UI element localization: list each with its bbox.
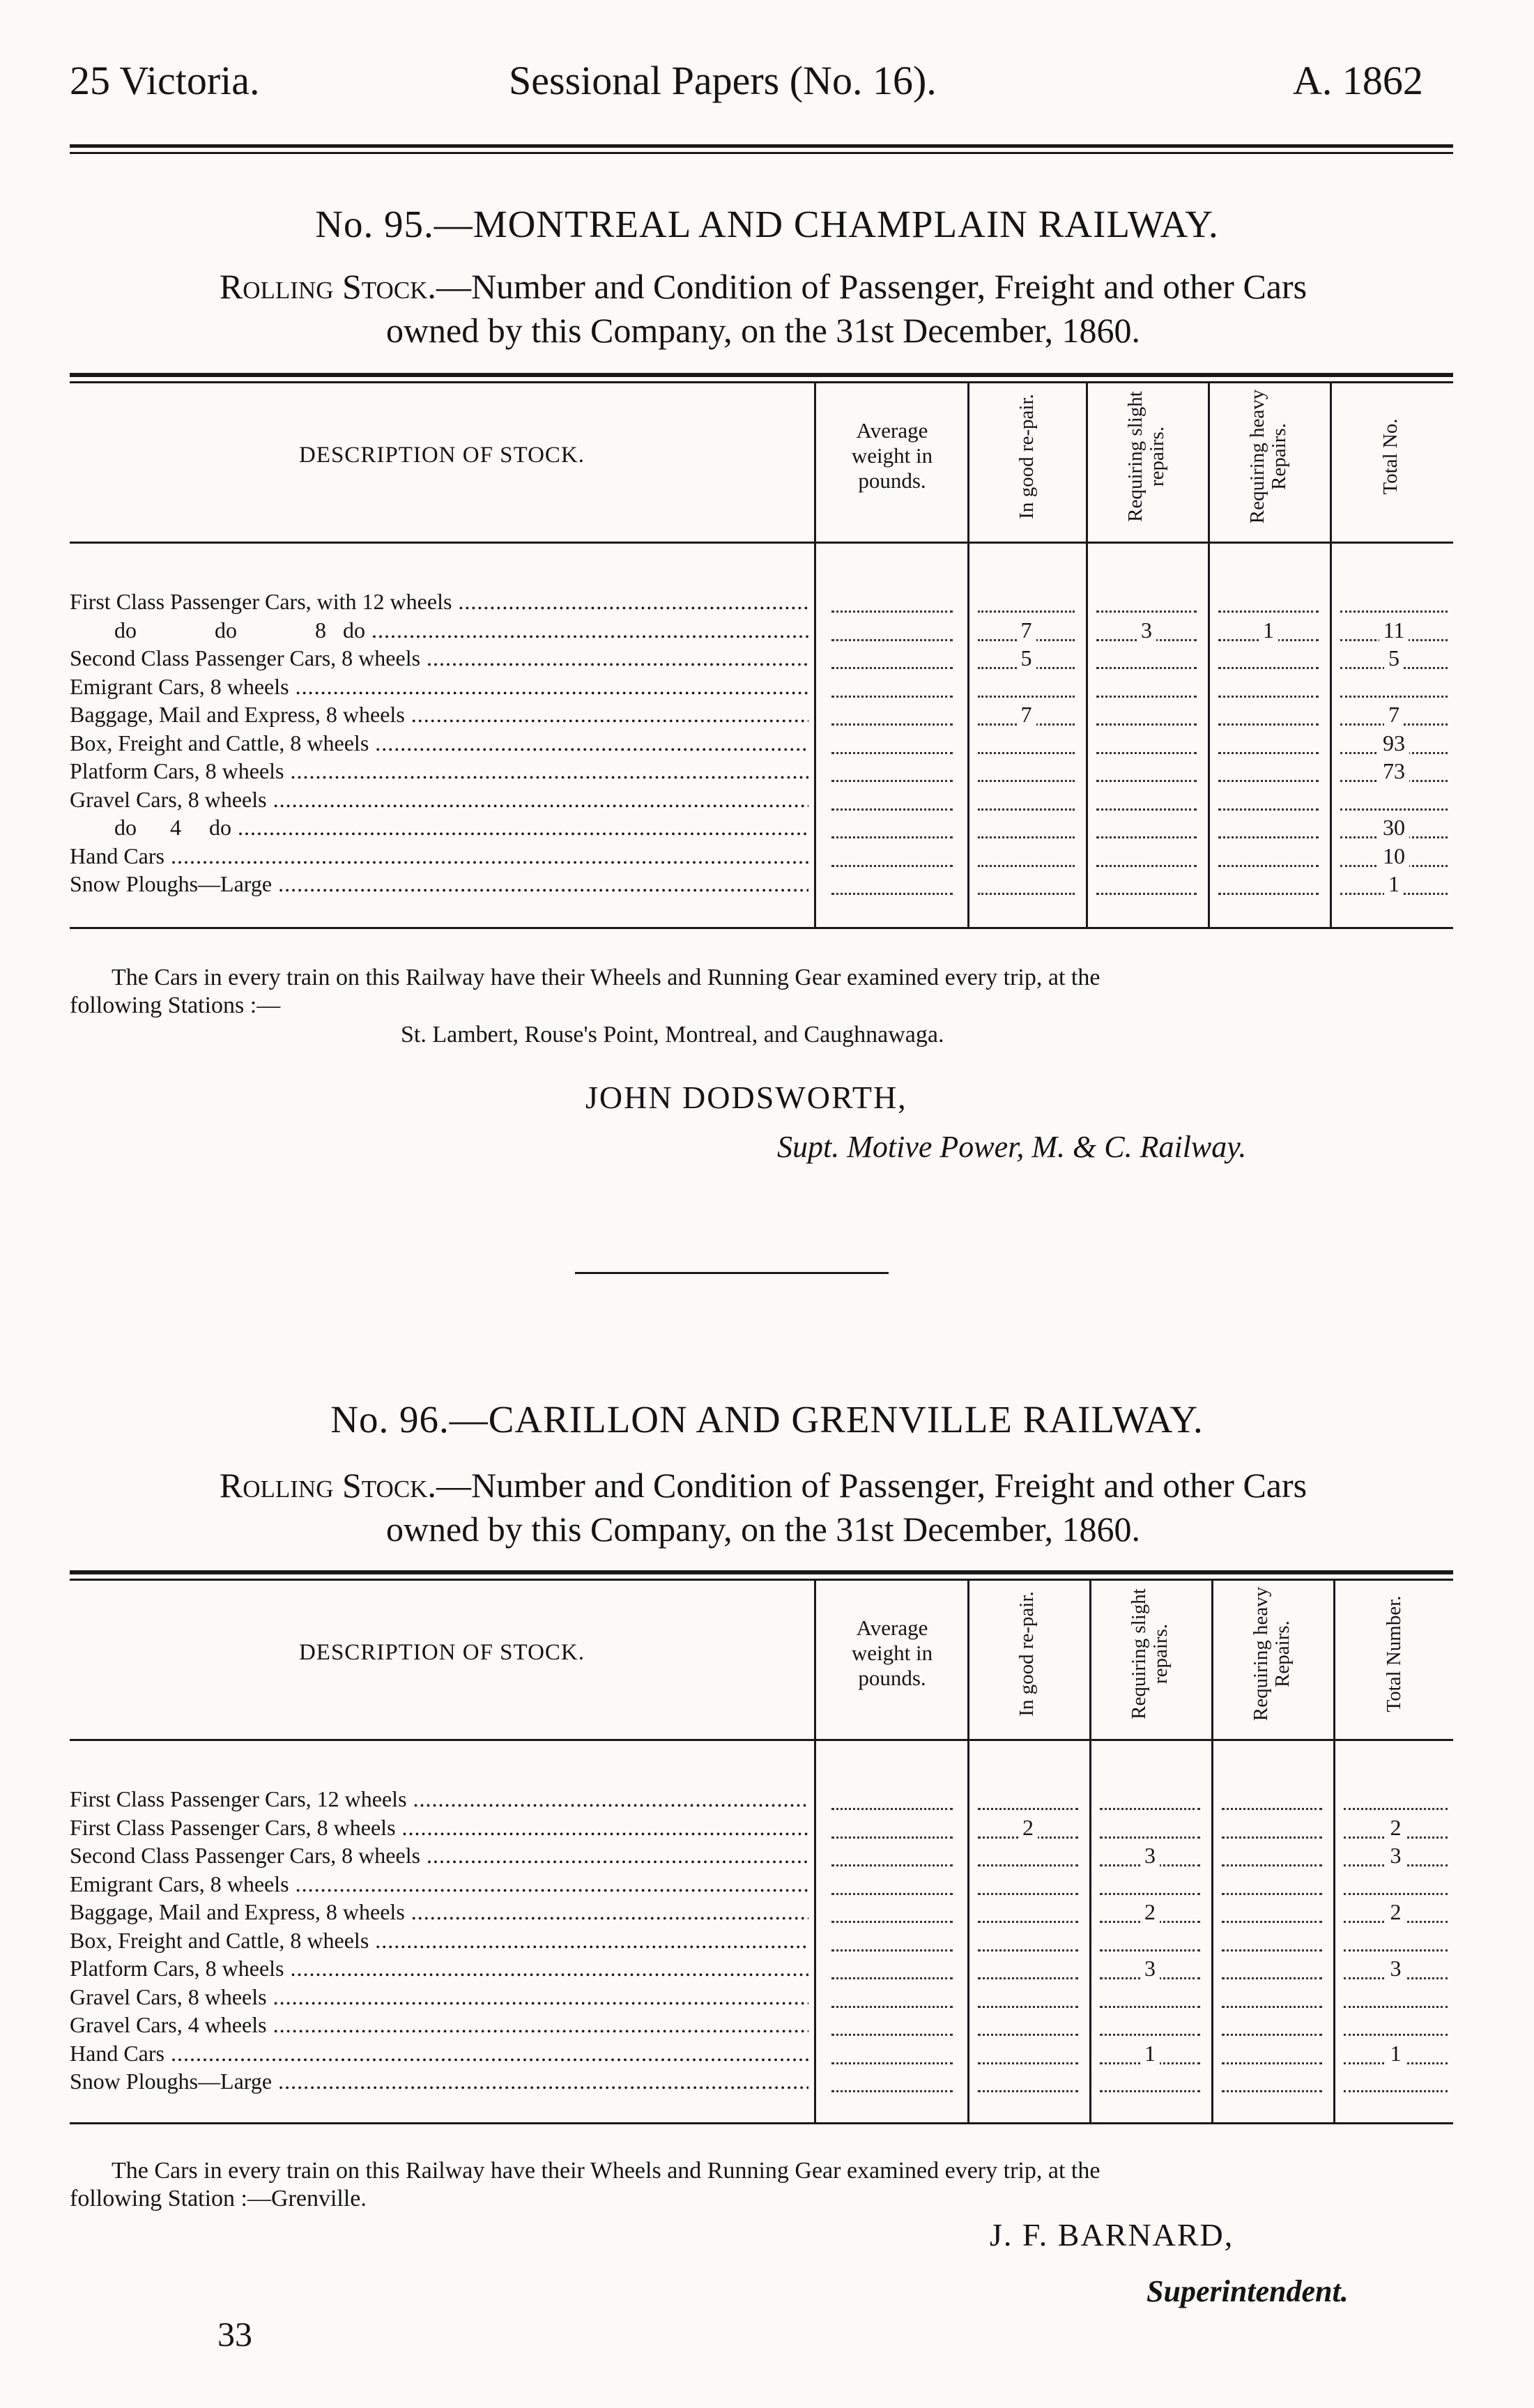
table-rule-bottom [70,2122,1453,2124]
header-rule-bottom [70,152,1453,154]
table-row [70,618,1453,646]
table-rule-header [70,1739,1453,1741]
row-slight [1094,1956,1206,1984]
row-weight [826,1786,958,1814]
row-total [1335,702,1453,730]
table-row [70,1786,1453,1815]
row-heavy [1213,787,1324,815]
table-rule-top2 [70,381,1453,383]
cell-value: 1 [1386,2041,1406,2066]
cell-value: 93 [1379,730,1409,756]
cell-value: 1 [1140,2041,1160,2066]
row-good [972,1786,1084,1814]
header-left: 25 Victoria. [70,58,260,103]
row-total [1338,2012,1453,2040]
row-weight [826,1928,958,1956]
row-slight [1091,843,1202,871]
row-description: Gravel Cars, 8 wheels ..... [70,787,808,813]
cell-value: 3 [1137,618,1156,643]
row-good [972,674,1080,702]
row-description: Hand Cars ..... [70,843,808,869]
row-description: Box, Freight and Cattle, 8 wheels ..... [70,730,808,756]
section-title: No. 95.—MONTREAL AND CHAMPLAIN RAILWAY. [315,203,1219,245]
table-row [70,1871,1453,1900]
row-slight [1094,2041,1206,2069]
subtitle-line2: owned by this Company, on the 31st December, 1860. [385,311,1141,350]
column-heavy: Requiring heavy Repairs. [1246,389,1290,524]
row-total [1338,1984,1453,2012]
subtitle-lead: Rolling Stock. [219,1466,436,1505]
row-weight [826,1815,958,1843]
table-row [70,645,1453,674]
row-heavy [1216,2069,1328,2096]
cell-value: 30 [1379,815,1409,840]
section-divider [575,1272,889,1274]
row-description: Box, Freight and Cattle, 8 wheels ..... [70,1928,808,1954]
column-description: DESCRIPTION OF STOCK. [298,1640,585,1665]
rolling-stock-table [70,373,1453,930]
row-heavy [1216,1984,1328,2012]
note-line2: following Station :—Grenville. [70,2186,367,2211]
table-row [70,1899,1453,1928]
subtitle-rest: —Number and Condition of Passenger, Freight and other Cars [436,1466,1307,1505]
row-heavy [1213,730,1324,758]
row-description: First Class Passenger Cars, 8 wheels ..... [70,1815,808,1841]
row-description: Gravel Cars, 8 wheels ..... [70,1984,808,2010]
row-good [972,1815,1084,1843]
row-heavy [1213,702,1324,730]
cell-value: 73 [1379,758,1409,783]
signer-title: Supt. Motive Power, M. & C. Railway. [777,1130,1247,1164]
table-rule-top [70,373,1453,377]
row-weight [826,2041,958,2069]
row-heavy [1216,1786,1328,1814]
cell-value: 7 [1384,702,1404,727]
signer-name: JOHN DODSWORTH, [585,1080,907,1115]
row-good [972,787,1080,815]
subtitle-line2: owned by this Company, on the 31st December, 1860. [385,1510,1141,1549]
column-heavy: Requiring heavy Repairs. [1250,1586,1294,1721]
row-heavy [1216,1928,1328,1956]
row-description: Emigrant Cars, 8 wheels ..... [70,1871,808,1897]
row-description: First Class Passenger Cars, with 12 wheels ..... [70,589,808,615]
row-slight [1094,1984,1206,2012]
cell-value: 11 [1379,618,1409,643]
note-line1: The Cars in every train on this Railway have their Wheels and Running Gear examined every trip, at the [112,965,1100,990]
cell-value: 3 [1386,1843,1406,1868]
cell-value: 10 [1379,843,1409,868]
row-weight [826,1871,958,1899]
row-slight [1091,787,1202,815]
row-heavy [1213,645,1324,673]
cell-value: 2 [1386,1815,1406,1840]
cell-value: 3 [1140,1843,1160,1868]
stations: St. Lambert, Rouse's Point, Montreal, and Caughnawaga. [401,1022,944,1048]
table-rule-bottom [70,927,1453,929]
row-slight [1094,1899,1206,1927]
row-good [972,702,1080,730]
row-description: Snow Ploughs—Large ..... [70,871,808,897]
row-weight [826,2012,958,2040]
column-slight: Requiring slight repairs. [1128,1588,1172,1719]
section-title: No. 96.—CARILLON AND GRENVILLE RAILWAY. [330,1398,1204,1441]
row-slight [1091,702,1202,730]
row-weight [826,702,958,730]
row-heavy [1213,589,1324,617]
cell-value: 7 [1017,702,1036,727]
rolling-stock-table [70,1570,1453,2128]
table-row [70,702,1453,730]
row-total [1335,730,1453,758]
column-weight: Average weight in pounds. [851,418,933,493]
table-rule-top2 [70,1579,1453,1581]
row-total [1335,843,1453,871]
table-row [70,1843,1453,1871]
cell-value: 2 [1018,1815,1038,1840]
row-total [1335,815,1453,843]
row-heavy [1213,843,1324,871]
column-weight: Average weight in pounds. [851,1616,933,1690]
row-total [1338,2069,1453,2096]
row-description: Platform Cars, 8 wheels ..... [70,1956,808,1981]
row-description: Baggage, Mail and Express, 8 wheels ..... [70,1899,808,1925]
row-description: Snow Ploughs—Large ..... [70,2069,808,2094]
row-description: Baggage, Mail and Express, 8 wheels ..... [70,702,808,728]
row-total [1338,1899,1453,1927]
row-description: Second Class Passenger Cars, 8 wheels ..... [70,1843,808,1869]
row-total [1335,758,1453,786]
row-total [1338,1956,1453,1984]
page-number: 33 [217,2315,252,2354]
row-good [972,1871,1084,1899]
row-weight [826,1843,958,1871]
subtitle-rest: —Number and Condition of Passenger, Freight and other Cars [436,267,1307,306]
row-heavy [1213,674,1324,702]
row-total [1338,1786,1453,1814]
row-weight [826,787,958,815]
row-slight [1094,2012,1206,2040]
cell-value: 7 [1017,618,1036,643]
row-heavy [1213,815,1324,843]
header-center: Sessional Papers (No. 16). [509,58,937,103]
table-row [70,1815,1453,1843]
row-slight [1094,1815,1206,1843]
row-slight [1091,589,1202,617]
row-good [972,871,1080,899]
table-row [70,843,1453,872]
row-good [972,843,1080,871]
row-weight [826,871,958,899]
row-weight [826,645,958,673]
cell-value: 2 [1386,1899,1406,1924]
row-good [972,1843,1084,1871]
row-weight [826,589,958,617]
row-heavy [1216,2041,1328,2069]
section-subtitle [70,265,1457,353]
row-slight [1091,758,1202,786]
row-heavy [1213,618,1324,645]
cell-value: 3 [1140,1956,1160,1981]
header-rule-top [70,144,1453,148]
row-weight [826,1956,958,1984]
row-total [1338,1843,1453,1871]
column-description: DESCRIPTION OF STOCK. [298,443,585,468]
row-total [1335,674,1453,702]
row-weight [826,1899,958,1927]
row-slight [1091,618,1202,645]
table-row [70,2041,1453,2069]
row-weight [826,730,958,758]
table-rule-top [70,1570,1453,1574]
column-good: In good re-pair. [1015,394,1038,519]
row-good [972,1984,1084,2012]
cell-value: 5 [1017,645,1036,670]
row-good [972,730,1080,758]
row-weight [826,674,958,702]
row-weight [826,843,958,871]
signer-title: Superintendent. [1146,2274,1349,2308]
row-good [972,1956,1084,1984]
row-total [1338,2041,1453,2069]
row-heavy [1216,1899,1328,1927]
signer-name: J. F. BARNARD, [990,2217,1234,2253]
table-row [70,1928,1453,1956]
row-slight [1094,1871,1206,1899]
row-good [972,589,1080,617]
cell-value: 1 [1259,618,1278,643]
subtitle-lead: Rolling Stock. [219,267,436,306]
row-description: Hand Cars ..... [70,2041,808,2066]
cell-value: 5 [1384,645,1404,670]
row-slight [1094,2069,1206,2096]
table-row [70,730,1453,759]
row-slight [1091,645,1202,673]
row-total [1338,1928,1453,1956]
cell-value: 3 [1386,1956,1406,1981]
column-good: In good re-pair. [1015,1591,1038,1717]
table-row [70,674,1453,703]
row-weight [826,2069,958,2096]
row-total [1338,1815,1453,1843]
column-total: Total Number. [1382,1595,1405,1712]
row-slight [1094,1786,1206,1814]
row-total [1335,787,1453,815]
row-good [972,1899,1084,1927]
row-total [1338,1871,1453,1899]
row-description: Second Class Passenger Cars, 8 wheels ..... [70,645,808,671]
table-row [70,2069,1453,2097]
row-heavy [1216,1956,1328,1984]
row-heavy [1216,2012,1328,2040]
row-description: Emigrant Cars, 8 wheels ..... [70,674,808,700]
table-row [70,589,1453,618]
row-good [972,618,1080,645]
row-heavy [1213,871,1324,899]
row-description: Platform Cars, 8 wheels ..... [70,758,808,784]
row-good [972,815,1080,843]
section-subtitle [70,1464,1457,1551]
table-row [70,1984,1453,2013]
row-slight [1091,730,1202,758]
row-description: First Class Passenger Cars, 12 wheels ..... [70,1786,808,1812]
row-description: do do 8 do ..... [70,618,808,643]
row-slight [1094,1843,1206,1871]
row-good [972,2069,1084,2096]
column-slight: Requiring slight repairs. [1124,391,1168,522]
row-slight [1091,674,1202,702]
table-rule-header [70,542,1453,544]
note-line1: The Cars in every train on this Railway have their Wheels and Running Gear examined every trip, at the [112,2158,1100,2184]
column-total: Total No. [1379,418,1402,495]
header-right: A. 1862 [1293,58,1423,103]
row-weight [826,618,958,645]
row-weight [826,758,958,786]
row-weight [826,815,958,843]
row-slight [1091,871,1202,899]
table-row [70,787,1453,815]
row-good [972,2041,1084,2069]
table-row [70,758,1453,787]
row-good [972,758,1080,786]
table-row [70,2012,1453,2041]
row-heavy [1213,758,1324,786]
row-total [1335,589,1453,617]
cell-value: 1 [1384,871,1404,896]
row-good [972,2012,1084,2040]
cell-value: 2 [1140,1899,1160,1924]
row-good [972,645,1080,673]
row-total [1335,871,1453,899]
row-description: Gravel Cars, 4 wheels ..... [70,2012,808,2038]
table-row [70,815,1453,843]
row-slight [1091,815,1202,843]
row-weight [826,1984,958,2012]
table-row [70,871,1453,900]
row-slight [1094,1928,1206,1956]
row-heavy [1216,1871,1328,1899]
table-row [70,1956,1453,1984]
row-total [1335,645,1453,673]
row-description: do 4 do ..... [70,815,808,841]
row-heavy [1216,1815,1328,1843]
row-good [972,1928,1084,1956]
row-heavy [1216,1843,1328,1871]
note-line2: following Stations :— [70,992,281,1018]
row-total [1335,618,1453,645]
